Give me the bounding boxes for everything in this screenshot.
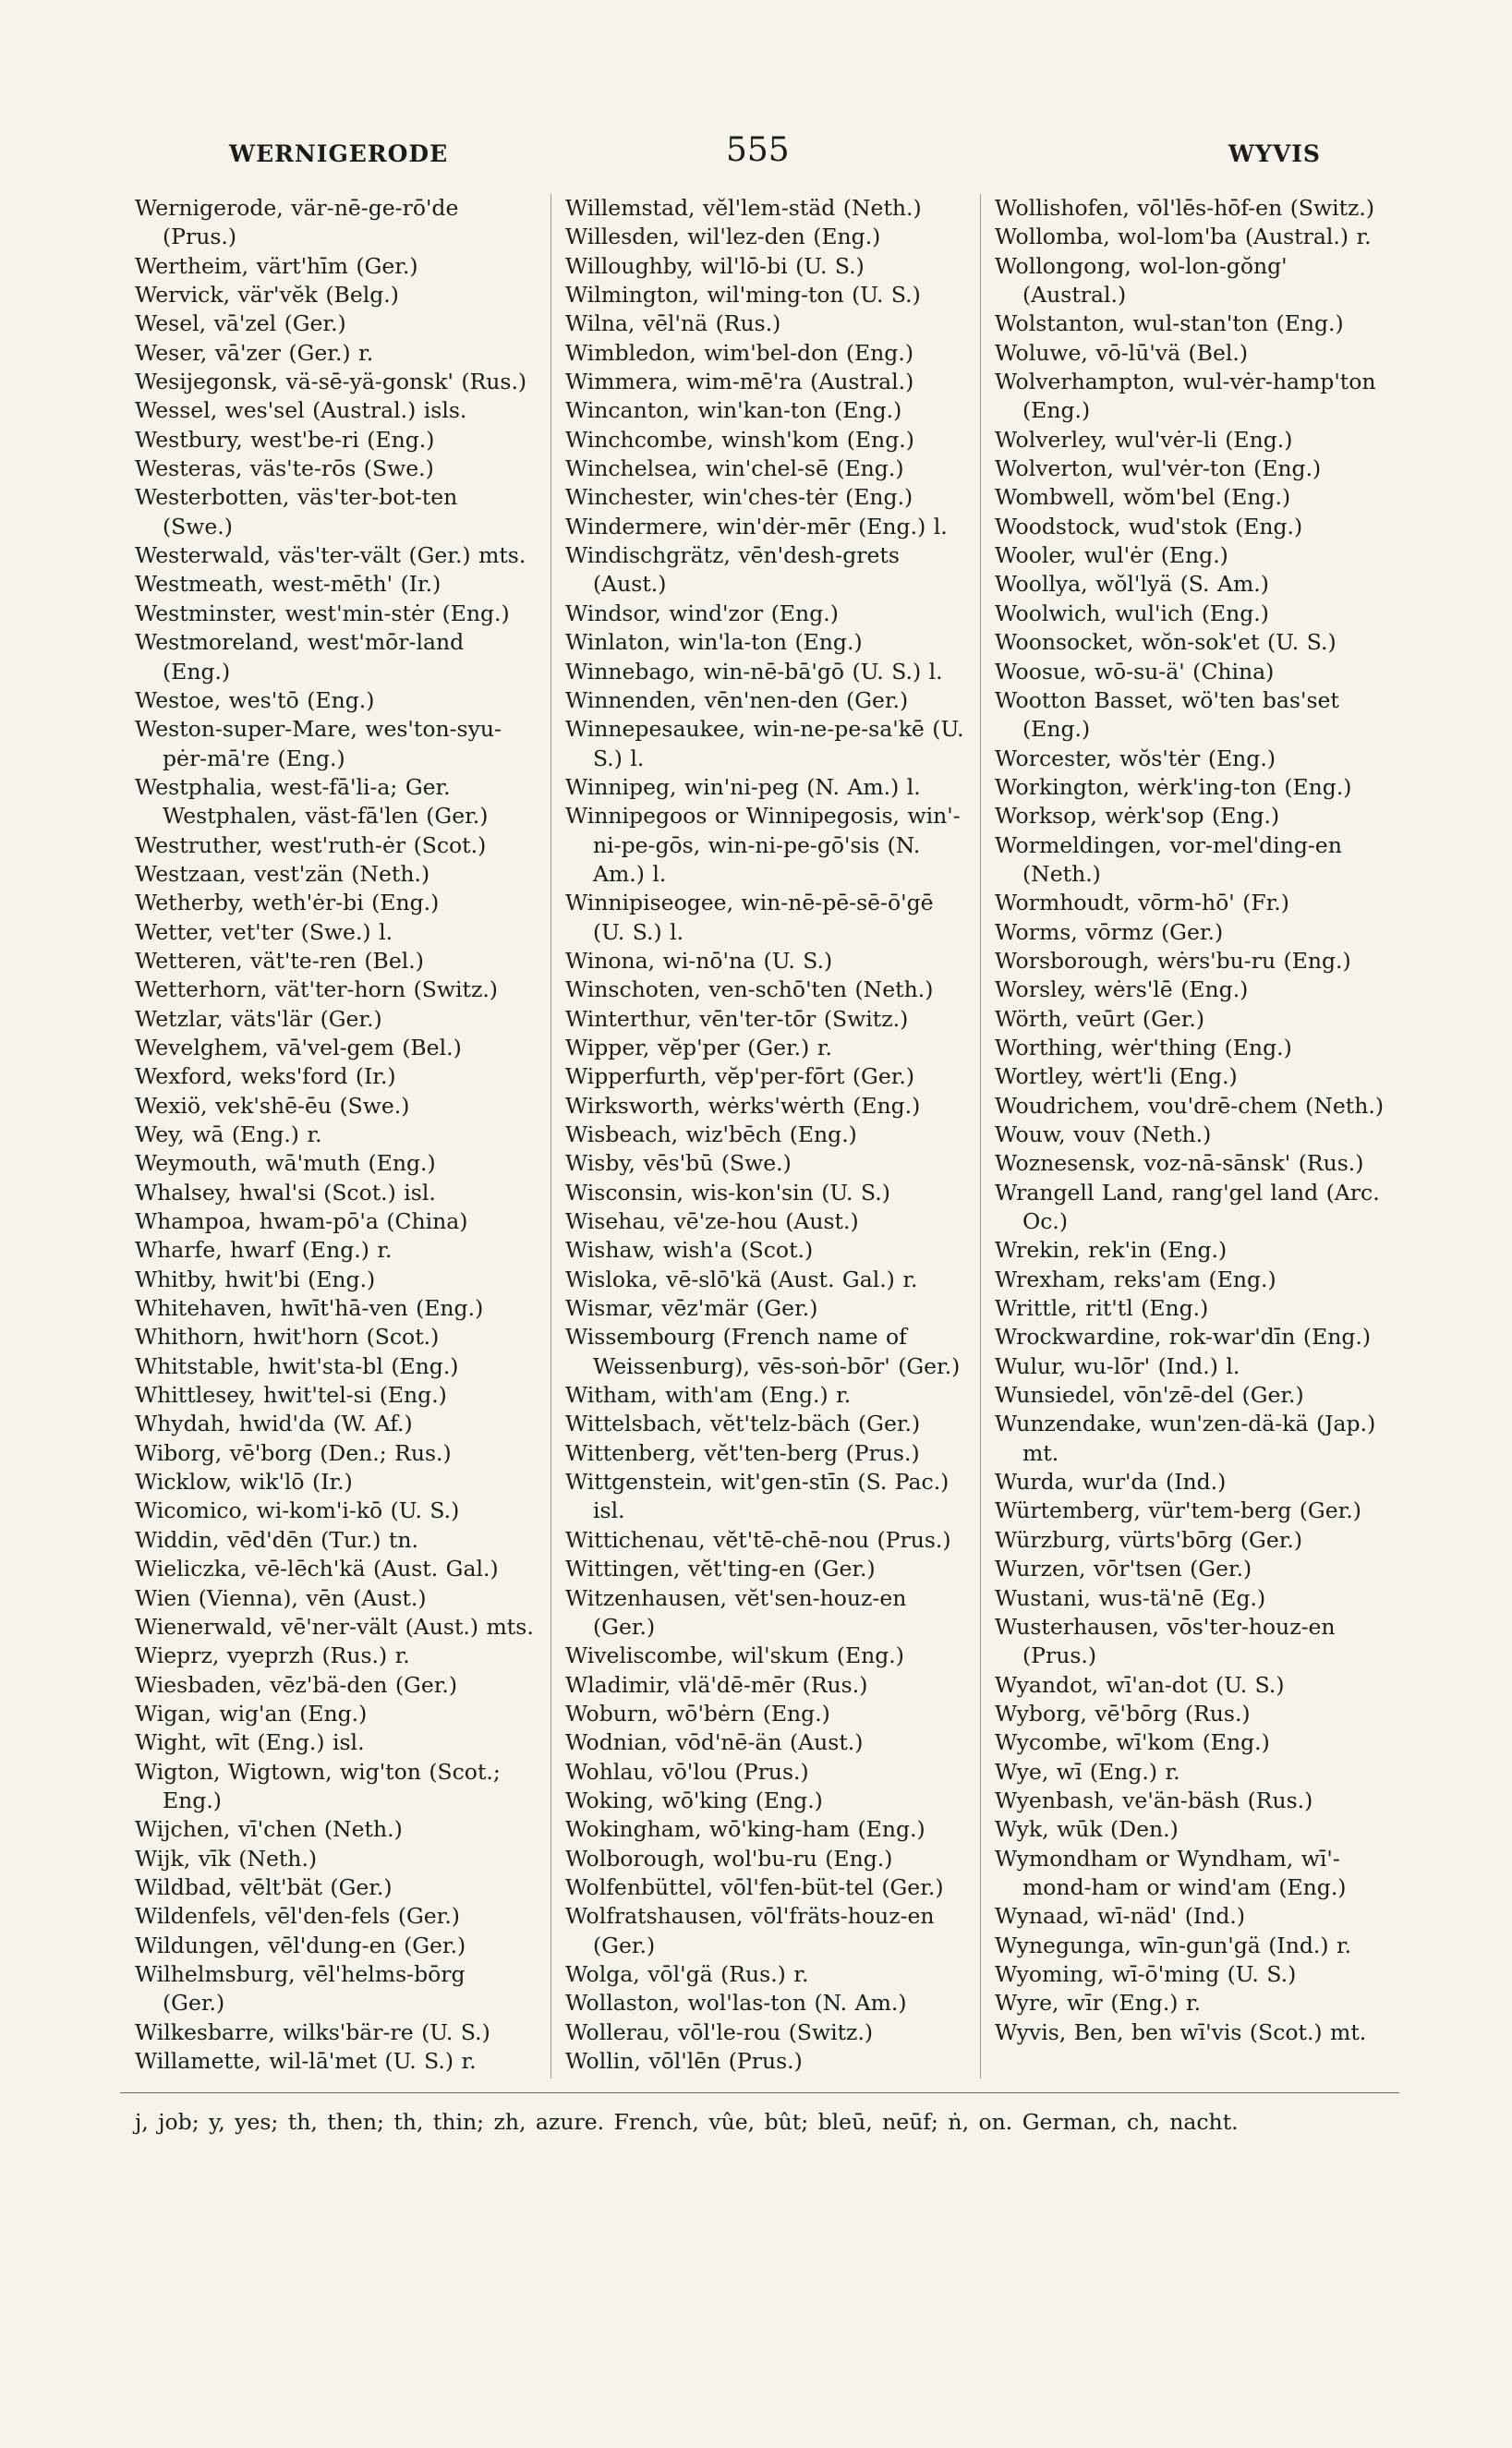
gazetteer-entry: Worsborough, wėrs'bu-ru (Eng.) xyxy=(995,947,1351,974)
gazetteer-entry: Whittlesey, hwit'tel-si (Eng.) xyxy=(135,1382,447,1409)
gazetteer-entry: Winschoten, ven-schō'ten (Neth.) xyxy=(565,976,934,1003)
gazetteer-entry: Whampoa, hwam-pō'a (China) xyxy=(135,1208,468,1235)
column-3 xyxy=(995,194,1397,2047)
gazetteer-entry: Westruther, west'ruth-ėr (Scot.) xyxy=(135,831,487,858)
gazetteer-entry: Wisloka, vē-slō'kä (Aust. Gal.) r. xyxy=(565,1266,918,1292)
gazetteer-entry: Westphalia, west-fā'li-a; Ger. Westphalen, väst-fā'len (Ger.) xyxy=(135,773,489,830)
gazetteer-entry: Wight, wīt (Eng.) isl. xyxy=(135,1729,365,1756)
gazetteer-entry: Woosue, wō-su-ä' (China) xyxy=(995,658,1275,685)
gazetteer-entry: Weymouth, wā'muth (Eng.) xyxy=(135,1150,436,1177)
gazetteer-entry: Westmoreland, west'mōr-land (Eng.) xyxy=(135,629,465,685)
gazetteer-entry: Westoe, wes'tō (Eng.) xyxy=(135,686,375,713)
gazetteer-entry: Wodnian, vōd'nē-än (Aust.) xyxy=(565,1729,864,1756)
gazetteer-entry: Weston-super-Mare, wes'ton-syu-pėr-mā're (Eng.) xyxy=(135,716,502,771)
gazetteer-entry: Westerwald, väs'ter-vält (Ger.) mts. xyxy=(135,542,526,569)
gazetteer-entry: Wismar, vēz'mär (Ger.) xyxy=(565,1295,818,1322)
gazetteer-entry: Winchcombe, winsh'kom (Eng.) xyxy=(565,426,914,453)
gazetteer-entry: Westeras, väs'te-rōs (Swe.) xyxy=(135,455,434,482)
gazetteer-entry: Wollaston, wol'las-ton (N. Am.) xyxy=(565,1990,907,2017)
gazetteer-entry: Winnepesaukee, win-ne-pe-sa'kē (U. S.) l. xyxy=(565,716,964,771)
gazetteer-entry: Wulur, wu-lōr' (Ind.) l. xyxy=(995,1352,1240,1379)
gazetteer-entry: Wye, wī (Eng.) r. xyxy=(995,1758,1180,1785)
gazetteer-entry: Wycombe, wī'kom (Eng.) xyxy=(995,1729,1270,1756)
gazetteer-entry: Wertheim, värt'hīm (Ger.) xyxy=(135,252,418,279)
gazetteer-entry: Widdin, vēd'dēn (Tur.) tn. xyxy=(135,1526,418,1553)
gazetteer-entry: Würzburg, vürts'bōrg (Ger.) xyxy=(995,1526,1303,1553)
gazetteer-entry: Wishaw, wish'a (Scot.) xyxy=(565,1237,814,1264)
gazetteer-entry: Wernigerode, vär-nē-ge-rō'de (Prus.) xyxy=(135,195,459,250)
gazetteer-entry: Woonsocket, wŏn-sok'et (U. S.) xyxy=(995,629,1337,656)
gazetteer-entry: Woodstock, wud'stok (Eng.) xyxy=(995,513,1303,539)
gazetteer-entry: Woburn, wō'bėrn (Eng.) xyxy=(565,1700,830,1727)
gazetteer-entry: Wittingen, vĕt'ting-en (Ger.) xyxy=(565,1556,876,1582)
gazetteer-entry: Windischgrätz, vēn'desh-grets (Aust.) xyxy=(565,542,900,598)
gazetteer-entry: Witzenhausen, vĕt'sen-houz-en (Ger.) xyxy=(565,1584,907,1640)
gazetteer-entry: Wieprz, vyeprzh (Rus.) r. xyxy=(135,1642,410,1669)
gazetteer-entry: Wurda, wur'da (Ind.) xyxy=(995,1469,1227,1496)
gazetteer-entry: Whitehaven, hwīt'hā-ven (Eng.) xyxy=(135,1295,484,1322)
gazetteer-entry: Wootton Basset, wö'ten bas'set (Eng.) xyxy=(995,686,1339,743)
gazetteer-entry: Wipperfurth, vĕp'per-fōrt (Ger.) xyxy=(565,1063,915,1090)
gazetteer-entry: Wilkesbarre, wilks'bär-re (U. S.) xyxy=(135,2018,490,2045)
gazetteer-entry: Wooler, wul'ėr (Eng.) xyxy=(995,542,1228,569)
gazetteer-entry: Wyk, wūk (Den.) xyxy=(995,1816,1179,1843)
gazetteer-entry: Wurzen, vōr'tsen (Ger.) xyxy=(995,1556,1252,1582)
gazetteer-entry: Wisconsin, wis-kon'sin (U. S.) xyxy=(565,1179,890,1206)
gazetteer-entry: Wouw, vouv (Neth.) xyxy=(995,1121,1212,1147)
gazetteer-entry: Wolfenbüttel, vōl'fen-büt-tel (Ger.) xyxy=(565,1873,944,1900)
gazetteer-entry: Wollerau, vōl'le-rou (Switz.) xyxy=(565,2018,874,2045)
page-number: 555 xyxy=(726,131,790,169)
gazetteer-entry: Wildenfels, vēl'den-fels (Ger.) xyxy=(135,1903,460,1930)
running-header xyxy=(129,131,1397,181)
gazetteer-entry: Wolga, vōl'gä (Rus.) r. xyxy=(565,1960,809,1987)
gazetteer-entry: Wiesbaden, vēz'bä-den (Ger.) xyxy=(135,1671,458,1698)
gazetteer-entry: Windermere, win'dėr-mēr (Eng.) l. xyxy=(565,513,948,539)
gazetteer-entry: Wilmington, wil'ming-ton (U. S.) xyxy=(565,282,921,309)
gazetteer-entry: Winona, wi-nō'na (U. S.) xyxy=(565,947,833,974)
gazetteer-entry: Wisby, vēs'bū (Swe.) xyxy=(565,1150,792,1177)
gazetteer-entry: Wetherby, weth'ėr-bi (Eng.) xyxy=(135,890,440,916)
column-1 xyxy=(135,194,534,2076)
gazetteer-entry: Worcester, wŏs'tėr (Eng.) xyxy=(995,745,1276,771)
gazetteer-entry: Willoughby, wil'lō-bi (U. S.) xyxy=(565,252,865,279)
gazetteer-entry: Wormhoudt, vōrm-hō' (Fr.) xyxy=(995,890,1289,916)
gazetteer-entry: Würtemberg, vür'tem-berg (Ger.) xyxy=(995,1497,1361,1524)
gazetteer-entry: Wijchen, vī'chen (Neth.) xyxy=(135,1816,403,1843)
gazetteer-entry: Wittenberg, vĕt'ten-berg (Prus.) xyxy=(565,1439,920,1466)
gazetteer-entry: Whithorn, hwit'horn (Scot.) xyxy=(135,1324,440,1351)
gazetteer-entry: Wrekin, rek'in (Eng.) xyxy=(995,1237,1228,1264)
gazetteer-entry: Wörth, veūrt (Ger.) xyxy=(995,1005,1205,1032)
gazetteer-entry: Westbury, west'be-ri (Eng.) xyxy=(135,426,435,453)
gazetteer-entry: Wey, wā (Eng.) r. xyxy=(135,1121,322,1147)
gazetteer-entry: Wildbad, vēlt'bät (Ger.) xyxy=(135,1873,393,1900)
gazetteer-entry: Wigton, Wigtown, wig'ton (Scot.; Eng.) xyxy=(135,1758,501,1813)
gazetteer-entry: Wimmera, wim-mē'ra (Austral.) xyxy=(565,369,914,395)
gazetteer-entry: Westmeath, west-mēth' (Ir.) xyxy=(135,571,442,598)
gazetteer-entry: Wharfe, hwarf (Eng.) r. xyxy=(135,1237,393,1264)
header-last-entry: WYVIS xyxy=(1228,140,1321,167)
gazetteer-entry: Winnenden, vēn'nen-den (Ger.) xyxy=(565,686,909,713)
gazetteer-entry: Wiveliscombe, wil'skum (Eng.) xyxy=(565,1642,904,1669)
gazetteer-entry: Wrangell Land, rang'gel land (Arc. Oc.) xyxy=(995,1179,1380,1235)
gazetteer-entry: Woudrichem, vou'drē-chem (Neth.) xyxy=(995,1092,1385,1119)
gazetteer-entry: Wetzlar, väts'lär (Ger.) xyxy=(135,1005,382,1032)
gazetteer-entry: Wohlau, vō'lou (Prus.) xyxy=(565,1758,809,1785)
gazetteer-entry: Whitstable, hwit'sta-bl (Eng.) xyxy=(135,1352,459,1379)
gazetteer-entry: Wigan, wig'an (Eng.) xyxy=(135,1700,368,1727)
column-divider xyxy=(980,194,981,2078)
gazetteer-entry: Wittgenstein, wit'gen-stīn (S. Pac.) isl. xyxy=(565,1469,950,1524)
gazetteer-entry: Wiborg, vē'borg (Den.; Rus.) xyxy=(135,1439,452,1466)
gazetteer-entry: Wincanton, win'kan-ton (Eng.) xyxy=(565,397,902,424)
gazetteer-entry: Woolwich, wul'ich (Eng.) xyxy=(995,600,1269,626)
gazetteer-entry: Wormeldingen, vor-mel'ding-en (Neth.) xyxy=(995,831,1342,887)
gazetteer-entry: Winnipegoos or Winnipegosis, win'-ni-pe-gōs, win-ni-pe-gō'sis (N. Am.) l. xyxy=(565,803,961,887)
gazetteer-entry: Wyborg, vē'bōrg (Rus.) xyxy=(995,1700,1251,1727)
gazetteer-entry: Wetterhorn, vät'ter-horn (Switz.) xyxy=(135,976,498,1003)
gazetteer-entry: Wunsiedel, vōn'zē-del (Ger.) xyxy=(995,1382,1304,1409)
gazetteer-entry: Worthing, wėr'thing (Eng.) xyxy=(995,1034,1292,1060)
gazetteer-entry: Wijk, vīk (Neth.) xyxy=(135,1845,318,1872)
gazetteer-entry: Wien (Vienna), vēn (Aust.) xyxy=(135,1584,427,1611)
gazetteer-entry: Winnebago, win-nē-bā'gō (U. S.) l. xyxy=(565,658,943,685)
gazetteer-entry: Wollomba, wol-lom'ba (Austral.) r. xyxy=(995,224,1372,250)
gazetteer-entry: Wombwell, wŏm'bel (Eng.) xyxy=(995,484,1291,511)
pronunciation-key: j, job; y, yes; th, then; th, thin; zh, azure. French, vûe, bût; bleū, neūf; ṅ, on. German, ch, nacht. xyxy=(135,2109,1239,2135)
gazetteer-entry: Wunzendake, wun'zen-dä-kä (Jap.) mt. xyxy=(995,1411,1376,1466)
gazetteer-entry: Willesden, wil'lez-den (Eng.) xyxy=(565,224,881,250)
gazetteer-entry: Woluwe, vō-lū'vä (Bel.) xyxy=(995,339,1249,366)
gazetteer-entry: Winnipeg, win'ni-peg (N. Am.) l. xyxy=(565,773,921,800)
gazetteer-entry: Wynaad, wī-näd' (Ind.) xyxy=(995,1903,1246,1930)
gazetteer-entry: Wissembourg (French name of Weissenburg), vēs-soṅ-bōr' (Ger.) xyxy=(565,1324,961,1379)
gazetteer-entry: Wisehau, vē'ze-hou (Aust.) xyxy=(565,1208,859,1235)
gazetteer-entry: Woollya, wŏl'lyä (S. Am.) xyxy=(995,571,1269,598)
gazetteer-entry: Wrexham, reks'am (Eng.) xyxy=(995,1266,1276,1292)
gazetteer-entry: Wimbledon, wim'bel-don (Eng.) xyxy=(565,339,913,366)
gazetteer-entry: Wolverton, wul'vėr-ton (Eng.) xyxy=(995,455,1322,482)
gazetteer-entry: Wilhelmsburg, vēl'helms-bōrg (Ger.) xyxy=(135,1960,466,2017)
gazetteer-entry: Weser, vā'zer (Ger.) r. xyxy=(135,339,374,366)
gazetteer-entry: Wynegunga, wīn-gun'gä (Ind.) r. xyxy=(995,1932,1352,1958)
gazetteer-entry: Wollishofen, vōl'lēs-hōf-en (Switz.) xyxy=(995,195,1375,221)
gazetteer-entry: Wicomico, wi-kom'i-kō (U. S.) xyxy=(135,1497,460,1524)
gazetteer-entry: Wollin, vōl'lēn (Prus.) xyxy=(565,2048,803,2074)
gazetteer-entry: Wladimir, vlä'dē-mēr (Rus.) xyxy=(565,1671,868,1698)
gazetteer-entry: Wolstanton, wul-stan'ton (Eng.) xyxy=(995,310,1344,337)
gazetteer-entry: Wyvis, Ben, ben wī'vis (Scot.) mt. xyxy=(995,2018,1367,2045)
gazetteer-entry: Wieliczka, vē-lēch'kä (Aust. Gal.) xyxy=(135,1556,499,1582)
gazetteer-entry: Worsley, wėrs'lē (Eng.) xyxy=(995,976,1249,1003)
gazetteer-entry: Willemstad, vĕl'lem-städ (Neth.) xyxy=(565,195,922,221)
gazetteer-entry: Westminster, west'min-stėr (Eng.) xyxy=(135,600,510,626)
column-2 xyxy=(565,194,964,2076)
gazetteer-entry: Wolverley, wul'vėr-li (Eng.) xyxy=(995,426,1293,453)
gazetteer-entry: Wymondham or Wyndham, wī'-mond-ham or wind'am (Eng.) xyxy=(995,1845,1347,1900)
gazetteer-entry: Workington, wėrk'ing-ton (Eng.) xyxy=(995,773,1352,800)
gazetteer-entry: Wyre, wīr (Eng.) r. xyxy=(995,1990,1202,2017)
footer-rule xyxy=(120,2092,1399,2093)
gazetteer-entry: Winchester, win'ches-tėr (Eng.) xyxy=(565,484,913,511)
gazetteer-entry: Westzaan, vest'zän (Neth.) xyxy=(135,860,430,887)
gazetteer-entry: Wicklow, wik'lō (Ir.) xyxy=(135,1469,353,1496)
gazetteer-entry: Writtle, rit'tl (Eng.) xyxy=(995,1295,1209,1322)
gazetteer-entry: Wortley, wėrt'li (Eng.) xyxy=(995,1063,1238,1090)
gazetteer-entry: Wollongong, wol-lon-gŏng' (Austral.) xyxy=(995,252,1288,309)
gazetteer-entry: Wyandot, wī'an-dot (U. S.) xyxy=(995,1671,1285,1698)
gazetteer-entry: Windsor, wind'zor (Eng.) xyxy=(565,600,839,626)
column-divider xyxy=(550,194,551,2078)
header-first-entry: WERNIGERODE xyxy=(229,140,449,167)
gazetteer-entry: Whitby, hwit'bi (Eng.) xyxy=(135,1266,376,1292)
gazetteer-entry: Wesel, vā'zel (Ger.) xyxy=(135,310,346,337)
gazetteer-entry: Wolverhampton, wul-vėr-hamp'ton (Eng.) xyxy=(995,369,1376,424)
gazetteer-entry: Witham, with'am (Eng.) r. xyxy=(565,1382,852,1409)
gazetteer-entry: Wienerwald, vē'ner-vält (Aust.) mts. xyxy=(135,1613,534,1640)
gazetteer-entry: Whalsey, hwal'si (Scot.) isl. xyxy=(135,1179,436,1206)
gazetteer-entry: Wyoming, wī-ō'ming (U. S.) xyxy=(995,1960,1297,1987)
gazetteer-entry: Wisbeach, wiz'bēch (Eng.) xyxy=(565,1121,857,1147)
gazetteer-entry: Wolfratshausen, vōl'fräts-houz-en (Ger.) xyxy=(565,1903,935,1958)
gazetteer-entry: Woznesensk, voz-nā-sānsk' (Rus.) xyxy=(995,1150,1364,1177)
gazetteer-entry: Wetter, vet'ter (Swe.) l. xyxy=(135,918,393,945)
gazetteer-entry: Willamette, wil-lā'met (U. S.) r. xyxy=(135,2048,477,2074)
gazetteer-entry: Wetteren, vät'te-ren (Bel.) xyxy=(135,947,424,974)
gazetteer-entry: Winterthur, vēn'ter-tōr (Switz.) xyxy=(565,1005,909,1032)
gazetteer-entry: Wirksworth, wėrks'wėrth (Eng.) xyxy=(565,1092,921,1119)
gazetteer-entry: Winlaton, win'la-ton (Eng.) xyxy=(565,629,863,656)
gazetteer-entry: Wevelghem, vā'vel-gem (Bel.) xyxy=(135,1034,462,1060)
gazetteer-entry: Wilna, vēl'nä (Rus.) xyxy=(565,310,781,337)
gazetteer-entry: Wittelsbach, vĕt'telz-bäch (Ger.) xyxy=(565,1411,921,1437)
gazetteer-entry: Winchelsea, win'chel-sē (Eng.) xyxy=(565,455,904,482)
gazetteer-entry: Wexford, weks'ford (Ir.) xyxy=(135,1063,396,1090)
gazetteer-entry: Wesijegonsk, vä-sē-yä-gonsk' (Rus.) xyxy=(135,369,527,395)
gazetteer-entry: Wessel, wes'sel (Austral.) isls. xyxy=(135,397,467,424)
gazetteer-entry: Whydah, hwid'da (W. Af.) xyxy=(135,1411,413,1437)
gazetteer-entry: Woking, wō'king (Eng.) xyxy=(565,1787,823,1813)
gazetteer-entry: Wittichenau, vĕt'tē-chē-nou (Prus.) xyxy=(565,1526,951,1553)
gazetteer-entry: Wervick, vär'vĕk (Belg.) xyxy=(135,282,399,309)
gazetteer-entry: Wokingham, wō'king-ham (Eng.) xyxy=(565,1816,925,1843)
gazetteer-entry: Wolborough, wol'bu-ru (Eng.) xyxy=(565,1845,893,1872)
gazetteer-entry: Wildungen, vēl'dung-en (Ger.) xyxy=(135,1932,466,1958)
gazetteer-entry: Wusterhausen, vōs'ter-houz-en (Prus.) xyxy=(995,1613,1336,1669)
gazetteer-entry: Wustani, wus-tä'nē (Eg.) xyxy=(995,1584,1266,1611)
gazetteer-entry: Westerbotten, väs'ter-bot-ten (Swe.) xyxy=(135,484,458,539)
gazetteer-entry: Wexiö, vek'shē-ēu (Swe.) xyxy=(135,1092,410,1119)
gazetteer-entry: Winnipiseogee, win-nē-pē-sē-ō'gē (U. S.) l. xyxy=(565,890,934,945)
gazetteer-entry: Wipper, vĕp'per (Ger.) r. xyxy=(565,1034,832,1060)
gazetteer-entry: Wrockwardine, rok-war'dīn (Eng.) xyxy=(995,1324,1372,1351)
gazetteer-entry: Wyenbash, ve'än-bäsh (Rus.) xyxy=(995,1787,1313,1813)
gazetteer-entry: Worksop, wėrk'sop (Eng.) xyxy=(995,803,1280,830)
gazetteer-entry: Worms, vōrmz (Ger.) xyxy=(995,918,1224,945)
